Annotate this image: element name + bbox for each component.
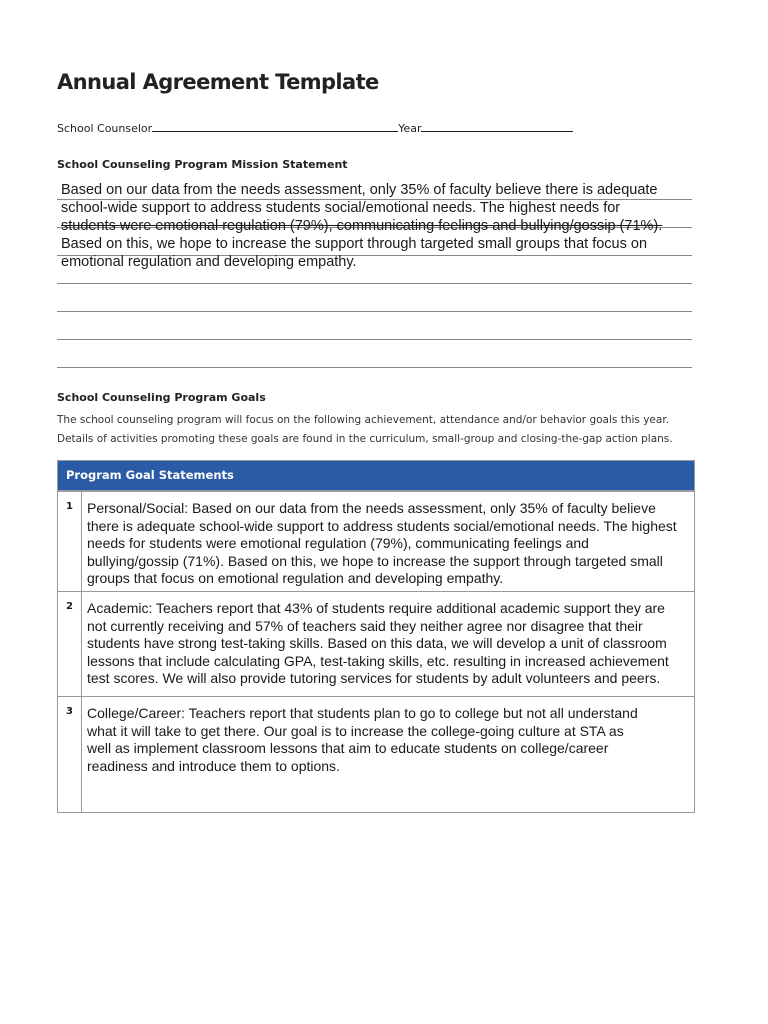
- mission-line: students were emotional regulation (79%), communicating feelings and bullying/gossip (71%).: [61, 218, 663, 234]
- goal-line: lessons that include calculating GPA, test-taking skills, etc. resulting in increased achievement: [87, 652, 669, 669]
- goal-number: 1: [58, 492, 82, 591]
- goal-line: groups that focus on emotional regulation and developing empathy.: [87, 570, 504, 586]
- goal-line: test scores. We will also provide tutoring services for students by adult volunteers and peers.: [87, 670, 661, 686]
- goal-line: College/Career: Teachers report that students plan to go to college but not all understand: [87, 705, 638, 721]
- goal-number: 3: [58, 697, 82, 812]
- goal-line: needs for students were emotional regulation (79%), communicating feelings and: [87, 535, 589, 551]
- mission-statement: [61, 181, 701, 271]
- mission-line: school-wide support to address students social/emotional needs. The highest needs for: [61, 200, 621, 216]
- goals-description: [57, 411, 673, 449]
- goal-row-2: [58, 591, 694, 696]
- goal-number: 2: [58, 592, 82, 696]
- counselor-label: School Counselor: [57, 122, 153, 135]
- counselor-line: [152, 121, 398, 132]
- program-goal-table: [57, 460, 695, 813]
- goals-description-line: The school counseling program will focus on the following achievement, attendance and/or behavior goals this year.: [57, 414, 670, 426]
- goal-line: Personal/Social: Based on our data from the needs assessment, only 35% of faculty believe: [87, 500, 656, 516]
- goal-text: [82, 492, 694, 591]
- goal-text: [82, 697, 694, 812]
- goal-row-3: [58, 696, 694, 812]
- mission-rule-4: [57, 283, 692, 284]
- counselor-year-row: [57, 121, 573, 135]
- mission-line: Based on this, we hope to increase the support through targeted small groups that focus on: [61, 236, 648, 252]
- year-label: Year: [398, 122, 422, 135]
- mission-rule-5: [57, 311, 692, 312]
- year-line: [421, 121, 573, 132]
- goal-row-1: [58, 491, 694, 591]
- goals-heading: School Counseling Program Goals: [57, 391, 266, 404]
- goal-line: students have strong test-taking skills. Based on this data, we will develop a unit of classroom: [87, 635, 667, 651]
- goal-line: readiness and introduce them to options.: [87, 757, 340, 774]
- table-header: Program Goal Statements: [58, 461, 694, 491]
- mission-heading: School Counseling Program Mission Statement: [57, 158, 348, 171]
- mission-rule-6: [57, 339, 692, 340]
- goal-line: Academic: Teachers report that 43% of students require additional academic support they are: [87, 600, 665, 616]
- goals-description-line: Details of activities promoting these goals are found in the curriculum, small-group and closing-the-gap action plans.: [57, 433, 673, 445]
- goal-line: there is adequate school-wide support to address students social/emotional needs. The highest: [87, 517, 677, 534]
- page-title: Annual Agreement Template: [57, 70, 379, 94]
- mission-rule-7: [57, 367, 692, 368]
- goal-text: [82, 592, 694, 696]
- goal-line: not currently receiving and 57% of teachers said they neither agree nor disagree that their: [87, 617, 643, 634]
- goal-line: well as implement classroom lessons that aim to educate students on college/career: [87, 740, 609, 756]
- goal-line: what it will take to get there. Our goal is to increase the college-going culture at STA as: [87, 722, 624, 739]
- goal-line: bullying/gossip (71%). Based on this, we hope to increase the support through targeted small: [87, 552, 663, 569]
- mission-line: Based on our data from the needs assessment, only 35% of faculty believe there is adequate: [61, 182, 658, 198]
- mission-line: emotional regulation and developing empathy.: [61, 254, 357, 270]
